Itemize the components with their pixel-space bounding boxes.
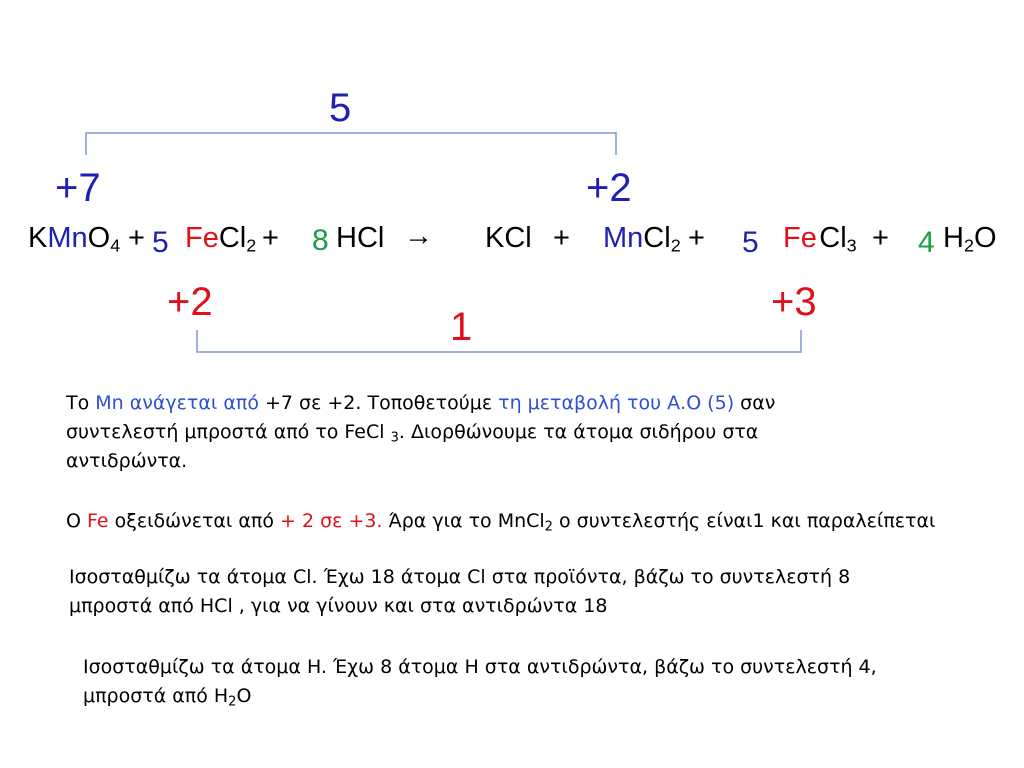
note-4-line-1: Ισοσταθμίζω τα άτομα H. Έχω 8 άτομα H στα αντιδρώντα, βάζω το συντελεστή 4, [83, 656, 877, 678]
fe-oxidation-after: +3 [771, 280, 817, 324]
coefficient-hcl: 8 [312, 224, 329, 257]
plus-sign: + [872, 222, 889, 254]
product-fecl3: Fe $Cl_3$ [783, 222, 857, 256]
coefficient-fecl2: 5 [152, 226, 169, 259]
note-1-line-1: Το Mn ανάγεται από +7 σε +2. Τοποθετούμε τη μεταβολή του Α.Ο (5) σαν [66, 392, 776, 414]
fe-oxidation-before: +2 [167, 280, 213, 324]
reaction-arrow: → [404, 220, 433, 252]
coefficient-h2o: 4 [918, 226, 935, 259]
reactant-kmno4: KMnO$_4$ [28, 222, 121, 256]
note-paragraph-1 [66, 389, 775, 476]
coefficient-fecl3: 5 [742, 226, 759, 259]
plus-sign: + [553, 222, 570, 254]
top-bracket-line [86, 133, 616, 155]
product-kcl: KCl [485, 222, 532, 254]
top-bracket-number: 5 [329, 86, 352, 130]
note-paragraph-4 [83, 653, 877, 711]
reactant-hcl: HCl [336, 222, 385, 254]
plus-sign: + [262, 222, 279, 254]
product-h2o: $H_2O$ [943, 222, 997, 256]
bottom-bracket-line [197, 330, 801, 352]
note-paragraph-2: Ο Fe οξειδώνεται από + 2 σε +3. Άρα για το MnCl$_2$ ο συντελεστής είναι1 και παραλείπεται [66, 510, 936, 535]
note-3-line-1: Ισοσταθμίζω τα άτομα Cl. Έχω 18 άτομα Cl στα προϊόντα, βάζω το συντελεστή 8 [69, 566, 851, 588]
note-1-line-2: συντελεστή μπροστά από το FeCl $_3$. Διορθώνουμε τα άτομα σιδήρου στα [66, 421, 759, 446]
note-4-line-2: μπροστά από $H_2O$ [83, 685, 252, 710]
note-3-line-2: μπροστά από HCl , για να γίνουν και στα αντιδρώντα 18 [69, 595, 608, 617]
note-1-line-3: αντιδρώντα. [66, 450, 188, 472]
note-paragraph-3 [69, 563, 850, 621]
reactant-fecl2: FeCl$_2$ [185, 222, 257, 256]
plus-sign: + [128, 222, 145, 254]
plus-sign: + [688, 222, 705, 254]
mn-oxidation-before: +7 [55, 166, 101, 210]
bottom-bracket-number: 1 [450, 305, 473, 349]
mn-oxidation-after: +2 [586, 166, 632, 210]
product-mncl2: MnCl$_2$ [603, 222, 681, 256]
